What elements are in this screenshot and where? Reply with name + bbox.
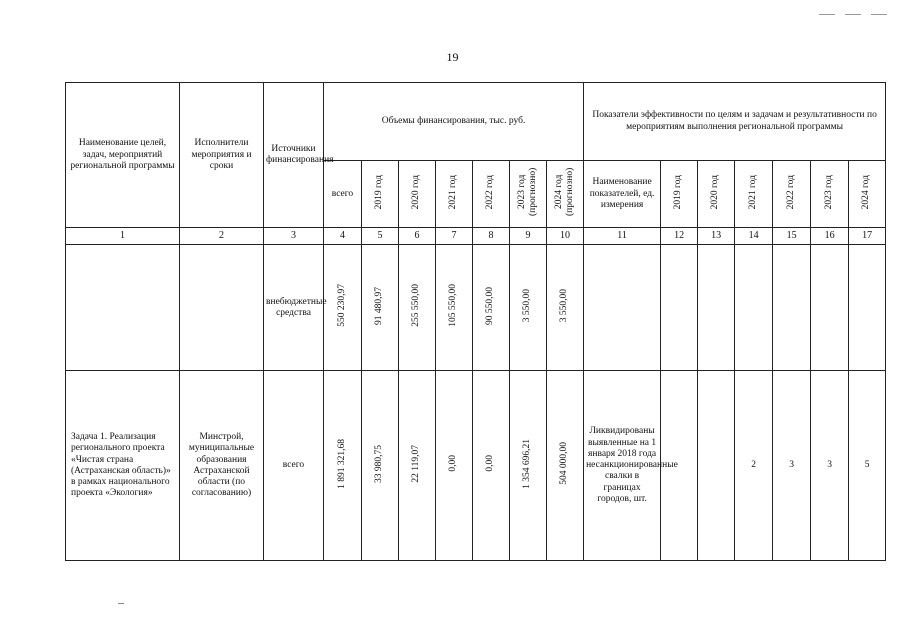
column-number: 10 [547,228,584,245]
indicator-2022: 3 [773,371,811,561]
header-funding-2023: 2023 год (прогнозно) [516,167,538,217]
column-number: 2 [180,228,264,245]
indicator-2019 [661,245,698,371]
column-number: 17 [849,228,886,245]
table-row [66,371,886,561]
column-number: 11 [584,228,661,245]
header-indicators-group: Показатели эффективности по целям и задачам и результативности по мероприятиям выполнения региональной программы [584,83,886,161]
indicator-name: Ликвидированы выявленные на 1 января 2018 года несанкционированные свалки в границах городов, шт. [584,371,661,561]
header-executors: Исполнители мероприятия и сроки [180,83,264,228]
header-funding-2022: 2022 год [485,174,496,210]
column-number: 5 [362,228,399,245]
funding-2020: 255 550,00 [411,284,422,327]
indicator-2020 [698,245,735,371]
funding-2019: 33 980,75 [374,444,385,483]
funding-2021: 105 550,00 [448,284,459,327]
row-source: всего [264,371,324,561]
header-indicator-name: Наименование показателей, ед. измерения [584,161,661,228]
table-row [66,245,886,371]
column-number: 16 [811,228,849,245]
column-number: 8 [473,228,510,245]
funding-2022: 0,00 [485,455,496,472]
header-indicator-2021: 2021 год [747,174,758,210]
page-number: 19 [446,50,459,64]
row-executors: Минстрой, муниципальные образования Астраханской области (по согласованию) [180,371,264,561]
column-number: 6 [399,228,436,245]
financing-table [65,82,886,561]
funding-total: 1 891 321,68 [336,438,347,489]
header-funding-total: всего [324,161,362,228]
funding-2019: 91 480,97 [374,286,385,325]
indicator-2021 [735,245,773,371]
row-executors [180,245,264,371]
indicator-2024: 5 [849,371,886,561]
column-number: 4 [324,228,362,245]
header-funding-group: Объемы финансирования, тыс. руб. [324,83,584,161]
header-sources: Источники финансирования [264,83,324,228]
header-funding-2019: 2019 год [374,174,385,210]
funding-2022: 90 550,00 [485,286,496,325]
indicator-2020 [698,371,735,561]
indicator-2024 [849,245,886,371]
header-indicator-2019: 2019 год [673,174,684,210]
scan-artifact [118,603,124,604]
funding-total: 550 230,97 [336,284,347,327]
funding-2021: 0,00 [448,455,459,472]
funding-2020: 22 119,07 [411,444,422,483]
indicator-name [584,245,661,371]
funding-2023: 1 354 696,21 [522,438,533,489]
column-number: 9 [510,228,547,245]
header-funding-2021: 2021 год [448,174,459,210]
indicator-2022 [773,245,811,371]
header-indicator-2023: 2023 год [823,174,834,210]
funding-2024: 3 550,00 [559,288,570,323]
column-number: 12 [661,228,698,245]
indicator-2021: 2 [735,371,773,561]
corner-marks [809,2,887,20]
indicator-2023: 3 [811,371,849,561]
row-name: Задача 1. Реализация регионального проекта «Чистая страна (Астраханская область)» в рамках национального проекта «Экология» [66,371,180,561]
column-number: 1 [66,228,180,245]
funding-2023: 3 550,00 [522,288,533,323]
row-source: внебюджетные средства [264,245,324,371]
header-indicator-2020: 2020 год [710,174,721,210]
header-indicator-2022: 2022 год [785,174,796,210]
header-funding-2020: 2020 год [411,174,422,210]
header-name: Наименование целей, задач, мероприятий региональной программы [66,83,180,228]
column-number: 3 [264,228,324,245]
column-number: 15 [773,228,811,245]
row-name [66,245,180,371]
funding-2024: 504 000,00 [559,442,570,485]
column-number: 14 [735,228,773,245]
indicator-2023 [811,245,849,371]
column-number: 7 [436,228,473,245]
header-funding-2024: 2024 год (прогнозно) [553,167,576,217]
column-number: 13 [698,228,735,245]
header-indicator-2024: 2024 год [861,174,872,210]
